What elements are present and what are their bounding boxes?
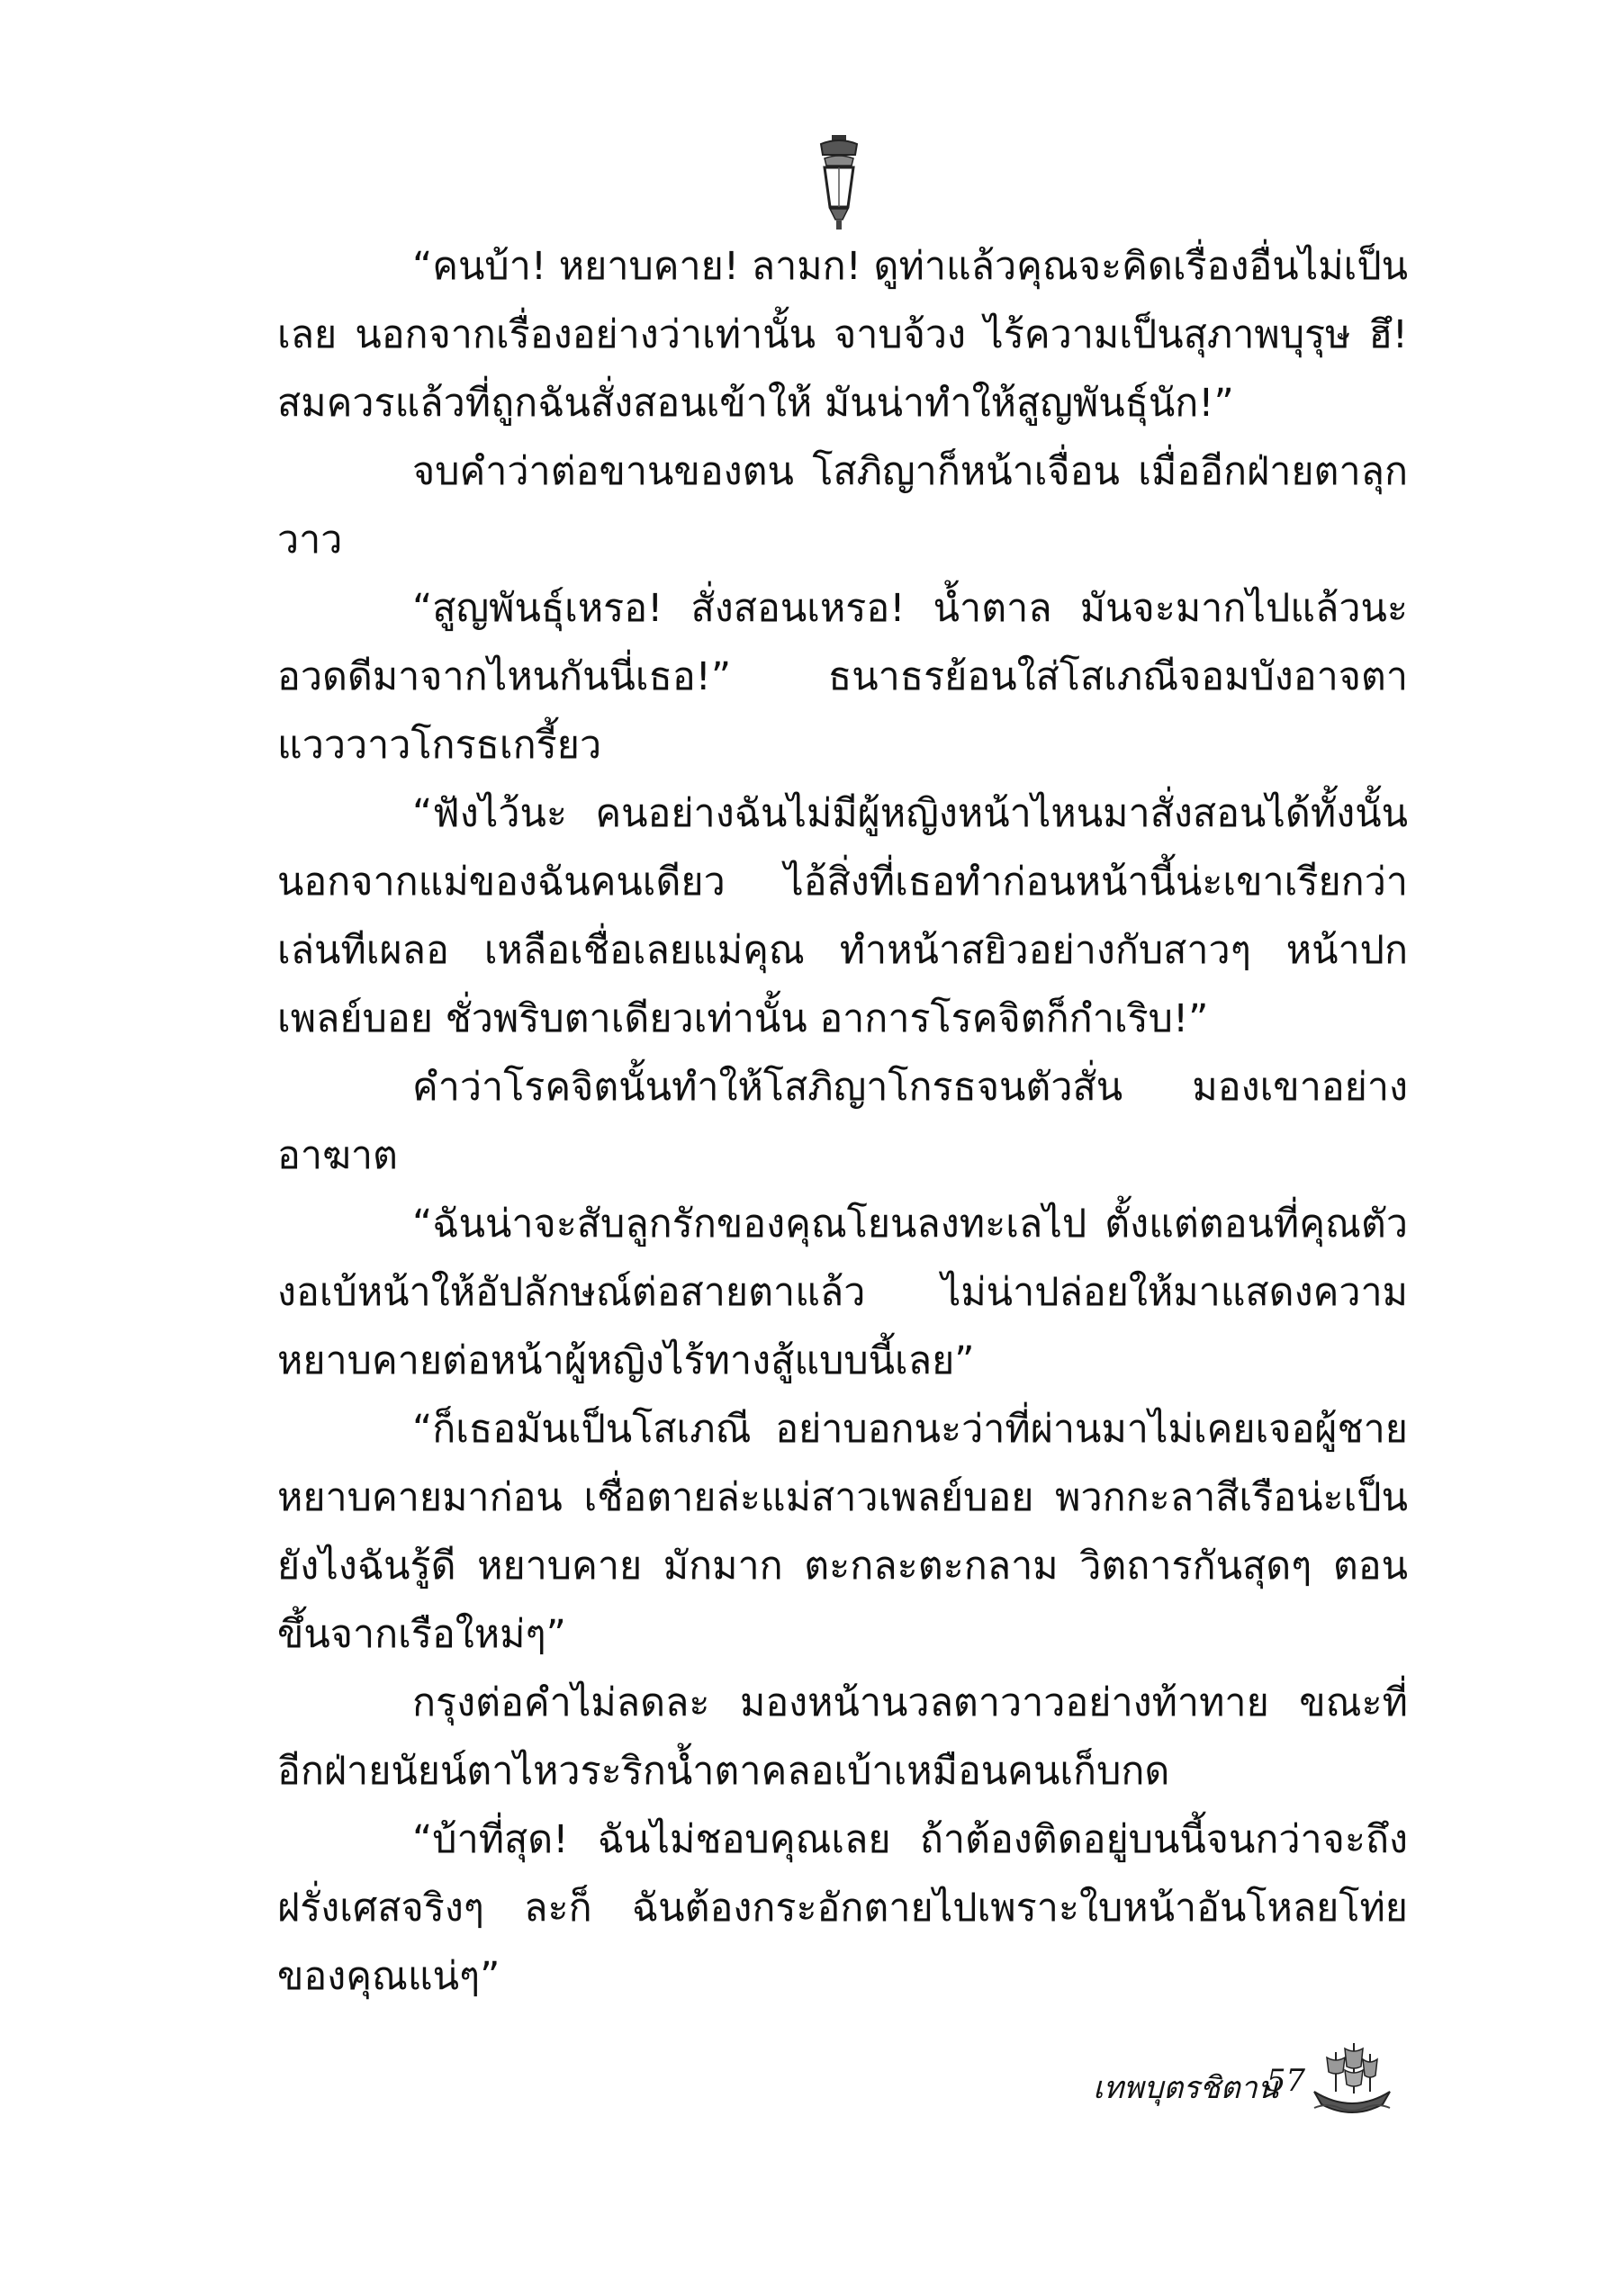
paragraph: คำว่าโรคจิตนั้นทำให้โสภิญาโกรธจนตัวสั่น มองเขาอย่างอาฆาต (277, 1065, 1408, 1178)
lantern-icon (812, 135, 866, 234)
paragraph: กรุงต่อคำไม่ลดละ มองหน้านวลตาวาวอย่างท้าทาย ขณะที่อีกฝ่ายนัยน์ตาไหวระริกน้ำตาคลอเบ้าเหมือนคนเก็บกด (277, 1680, 1408, 1794)
ship-icon (1309, 2036, 1395, 2122)
story-text (277, 232, 1408, 2011)
page-number: 57 (1266, 2063, 1305, 2099)
paragraph: “ฟังไว้นะ คนอย่างฉันไม่มีผู้หญิงหน้าไหนมาสั่งสอนได้ทั้งนั้น นอกจากแม่ของฉันคนเดียว ไอ้สิ่งที่เธอทำก่อนหน้านี้น่ะเขาเรียกว่าเล่นทีเผลอ เหลือเชื่อเลยแม่คุณ ทำหน้าสยิวอย่างกับสาวๆ หน้าปกเพลย์บอย ชั่วพริบตาเดียวเท่านั้น อาการโรคจิตก็กำเริบ!” (277, 791, 1408, 1041)
paragraph: “สูญพันธุ์เหรอ! สั่งสอนเหรอ! น้ำตาล มันจะมากไปแล้วนะ อวดดีมาจากไหนกันนี่เธอ!” ธนาธรย้อนใส่โสเภณีจอมบังอาจตาแวววาวโกรธเกรี้ยว (277, 586, 1408, 768)
paragraph: “ฉันน่าจะสับลูกรักของคุณโยนลงทะเลไป ตั้งแต่ตอนที่คุณตัวงอเบ้หน้าให้อัปลักษณ์ต่อสายตาแล้ว ไม่น่าปล่อยให้มาแสดงความหยาบคายต่อหน้าผู้หญิงไร้ทางสู้แบบนี้เลย” (277, 1202, 1408, 1383)
page-footer (1089, 2036, 1395, 2126)
running-title: เทพบุตรชิตาน (1093, 2070, 1278, 2106)
paragraph: จบคำว่าต่อขานของตน โสภิญาก็หน้าเจื่อน เมื่ออีกฝ่ายตาลุกวาว (277, 449, 1408, 563)
paragraph: “ก็เธอมันเป็นโสเภณี อย่าบอกนะว่าที่ผ่านมาไม่เคยเจอผู้ชายหยาบคายมาก่อน เชื่อตายล่ะแม่สาวเพลย์บอย พวกกะลาสีเรือน่ะเป็นยังไงฉันรู้ดี หยาบคาย มักมาก ตะกละตะกลาม วิตถารกันสุดๆ ตอนขึ้นจากเรือใหม่ๆ” (277, 1407, 1408, 1657)
paragraph: “บ้าที่สุด! ฉันไม่ชอบคุณเลย ถ้าต้องติดอยู่บนนี้จนกว่าจะถึงฝรั่งเศสจริงๆ ละก็ ฉันต้องกระอักตายไปเพราะใบหน้าอันโหลยโท่ยของคุณแน่ๆ” (277, 1817, 1408, 1999)
paragraph: “คนบ้า! หยาบคาย! ลามก! ดูท่าแล้วคุณจะคิดเรื่องอื่นไม่เป็นเลย นอกจากเรื่องอย่างว่าเท่านั้น จาบจ้วง ไร้ความเป็นสุภาพบุรุษ ฮึ! สมควรแล้วที่ถูกฉันสั่งสอนเข้าให้ มันน่าทำให้สูญพันธุ์นัก!” (277, 244, 1409, 426)
